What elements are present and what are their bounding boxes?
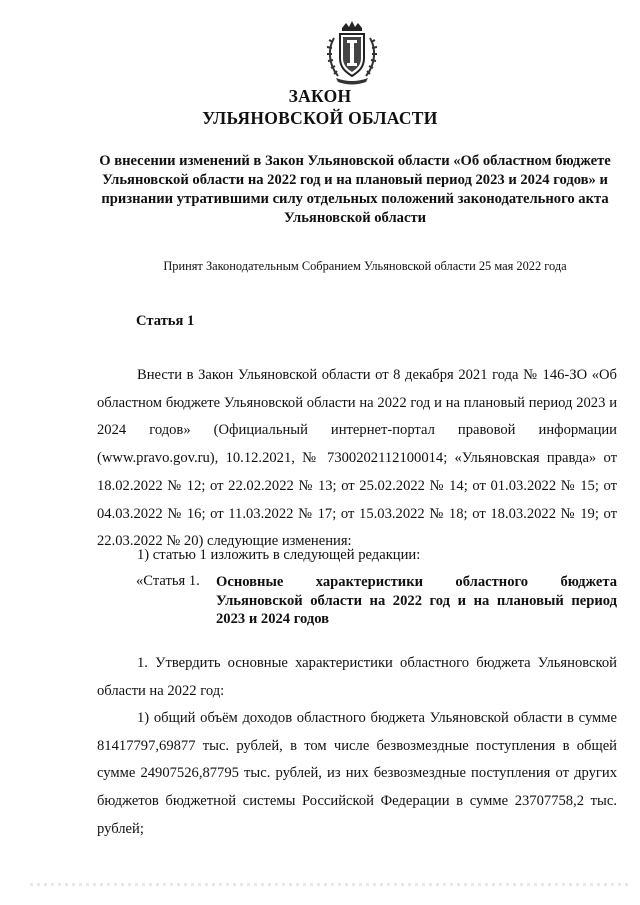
law-region: УЛЬЯНОВСКОЙ ОБЛАСТИ xyxy=(202,108,438,128)
article-item-1: 1) статью 1 изложить в следующей редакции: xyxy=(137,547,421,563)
amended-article-label: «Статья 1. xyxy=(136,573,200,589)
amended-article-title: Основные характеристики областного бюджета Ульяновской области на 2022 год и на плановый период 2023 и 2024 годов xyxy=(216,574,617,627)
coat-of-arms-icon xyxy=(324,20,380,86)
law-title: ЗАКОН xyxy=(288,86,352,106)
amended-subitem-1: 1) общий объём доходов областного бюджета Ульяновской области в сумме 81417797,69877 тыс. рублей, в том числе безвозмездные поступления в общей сумме 24907526,87795 тыс. рублей, из них безвозмездные поступления от других бюджетов бюджетной системы Российской Федерации в сумме 23707758,2 тыс. рублей; xyxy=(97,710,617,837)
amended-paragraph-1: 1. Утвердить основные характеристики областного бюджета Ульяновской области на 2022 год: xyxy=(97,655,617,699)
article-heading: Статья 1 xyxy=(136,313,195,329)
law-subject: О внесении изменений в Закон Ульяновской области «Об областном бюджете Ульяновской области на 2022 год и на плановый период 2023 и 2024 годов» и признании утратившими силу отдельных положений законодательного акта Ульяновской области xyxy=(99,153,611,226)
article-paragraph: Внести в Закон Ульяновской области от 8 декабря 2021 года № 146-ЗО «Об областном бюджете Ульяновской области на 2022 год и на плановый период 2023 и 2024 годов» (Официальный интернет-портал правовой информации (www.pravo.gov.ru), 10.12.2021, № 7300202112100014; «Ульяновская правда» от 18.02.2022 № 12; от 22.02.2022 № 13; от 25.02.2022 № 14; от 01.03.2022 № 15; от 04.03.2022 № 16; от 11.03.2022 № 17; от 15.03.2022 № 18; от 18.03.2022 № 19; от 22.03.2022 № 20) следующие изменения: xyxy=(97,367,617,550)
adoption-note: Принят Законодательным Собранием Ульяновской области 25 мая 2022 года xyxy=(163,259,567,273)
scan-edge-artifact xyxy=(30,883,630,886)
